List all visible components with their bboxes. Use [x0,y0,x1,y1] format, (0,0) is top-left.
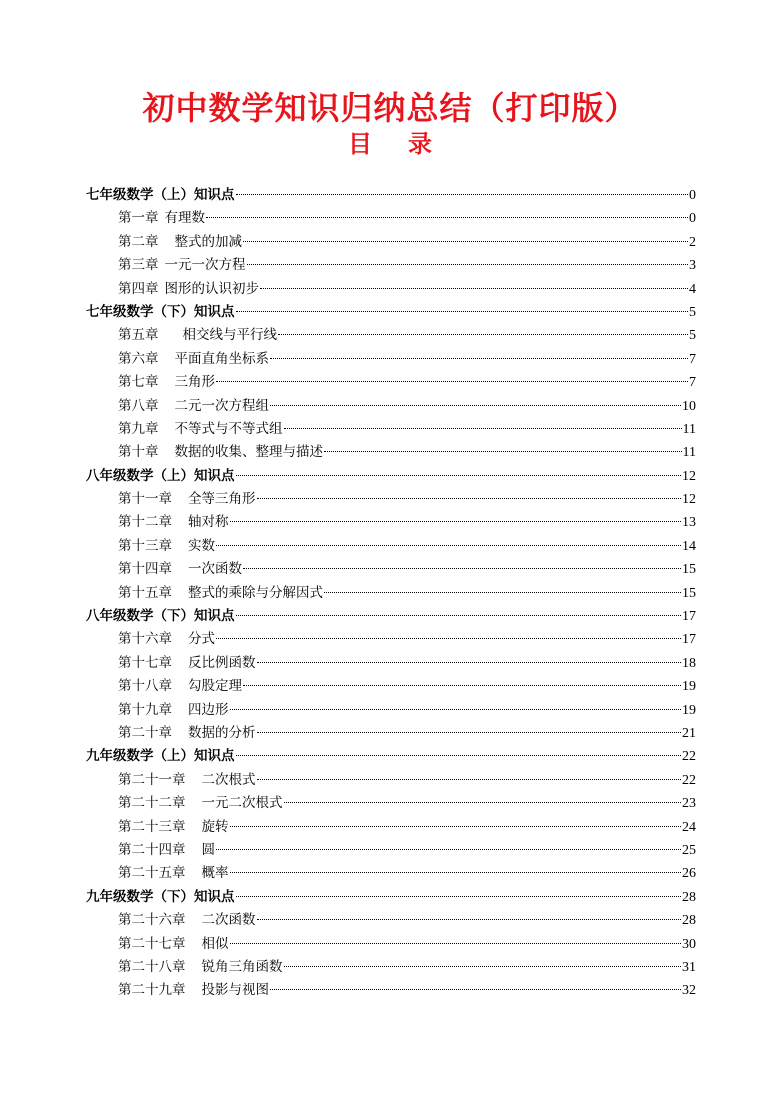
toc-dot-leader [270,989,681,990]
toc-chapter-number: 第一章 [118,210,159,227]
toc-chapter-number: 第十四章 [118,561,172,578]
toc-page-number: 32 [682,983,696,999]
toc-chapter-label: 数据的分析 [188,724,256,741]
toc-page-number: 15 [682,585,696,601]
toc-chapter-number: 第二十三章 [118,818,186,835]
toc-chapter-label: 四边形 [188,701,229,718]
toc-chapter-entry[interactable] [86,722,696,745]
toc-chapter-label: 三角形 [174,374,215,391]
toc-chapter-entry[interactable] [86,582,696,605]
toc-dot-leader [284,802,682,803]
toc-page-number: 10 [682,398,696,414]
toc-page-number: 23 [682,796,696,812]
toc-chapter-label: 平面直角坐标系 [174,350,269,367]
toc-section-label: 八年级数学（上）知识点 [86,467,235,484]
toc-section-label: 八年级数学（下）知识点 [86,608,235,625]
toc-page-number: 18 [682,655,696,671]
toc-chapter-label: 二次函数 [201,912,256,929]
toc-chapter-label: 相交线与平行线 [182,327,277,344]
toc-chapter-entry[interactable] [86,628,696,651]
toc-chapter-entry[interactable] [86,769,696,792]
toc-chapter-number: 第三章 [118,257,159,274]
toc-dot-leader [243,685,681,686]
toc-chapter-number: 第二十章 [118,724,172,741]
toc-chapter-number: 第八章 [118,397,159,414]
toc-page-number: 28 [682,889,696,905]
toc-page-number: 21 [682,725,696,741]
toc-dot-leader [216,638,681,639]
toc-chapter-entry[interactable] [86,395,696,418]
toc-page-number: 3 [689,258,696,274]
toc-section-entry[interactable] [86,465,696,488]
toc-page-number: 17 [682,609,696,625]
toc-chapter-number: 第七章 [118,374,159,391]
toc-dot-leader [324,592,681,593]
toc-page-number: 0 [689,211,696,227]
toc-chapter-entry[interactable] [86,371,696,394]
toc-chapter-entry[interactable] [86,535,696,558]
toc-chapter-entry[interactable] [86,324,696,347]
toc-dot-leader [257,779,682,780]
toc-chapter-entry[interactable] [86,699,696,722]
toc-chapter-number: 第九章 [118,420,159,437]
toc-chapter-number: 第十五章 [118,584,172,601]
toc-page-number: 5 [689,304,696,320]
toc-chapter-label: 有理数 [164,210,205,227]
toc-chapter-label: 圆 [201,841,215,858]
toc-dot-leader [236,896,682,897]
toc-page-number: 0 [689,188,696,203]
toc-chapter-number: 第六章 [118,350,159,367]
toc-dot-leader [247,264,689,265]
toc-chapter-number: 第四章 [118,280,159,297]
toc-page-number: 31 [682,959,696,975]
toc-page-number: 11 [682,445,696,461]
toc-chapter-label: 反比例函数 [188,654,256,671]
table-of-contents [86,184,696,1003]
toc-page-number: 19 [682,702,696,718]
toc-chapter-label: 数据的收集、整理与描述 [174,444,323,461]
toc-dot-leader [236,615,682,616]
toc-chapter-entry[interactable] [86,933,696,956]
toc-chapter-entry[interactable] [86,816,696,839]
toc-chapter-entry[interactable] [86,278,696,301]
toc-dot-leader [243,568,681,569]
toc-chapter-label: 勾股定理 [188,678,242,695]
toc-dot-leader [270,405,681,406]
toc-chapter-entry[interactable] [86,909,696,932]
toc-dot-leader [243,241,688,242]
toc-page-number: 12 [682,468,696,484]
toc-section-entry[interactable] [86,301,696,324]
toc-section-entry[interactable] [86,184,696,207]
toc-page-number: 30 [682,936,696,952]
toc-dot-leader [284,966,682,967]
toc-page-number: 11 [682,421,696,437]
toc-chapter-number: 第二十九章 [118,982,186,999]
toc-chapter-entry[interactable] [86,511,696,534]
toc-dot-leader [260,288,688,289]
toc-dot-leader [324,451,682,452]
toc-page-number: 5 [689,328,696,344]
toc-dot-leader [257,662,682,663]
toc-chapter-label: 旋转 [201,818,229,835]
toc-chapter-entry[interactable] [86,979,696,1002]
toc-chapter-label: 一次函数 [188,561,242,578]
toc-section-label: 九年级数学（上）知识点 [86,748,235,765]
toc-dot-leader [236,194,689,195]
toc-page-number: 12 [682,492,696,508]
document-title: 初中数学知识归纳总结（打印版） [142,89,638,127]
toc-chapter-label: 分式 [188,631,215,648]
toc-section-entry[interactable] [86,605,696,628]
toc-chapter-number: 第二十一章 [118,771,186,788]
toc-chapter-entry[interactable] [86,207,696,230]
toc-dot-leader [216,849,681,850]
toc-chapter-label: 整式的加减 [174,233,242,250]
toc-page-number: 19 [682,679,696,695]
toc-page-number: 7 [689,351,696,367]
toc-page-number: 25 [682,842,696,858]
toc-chapter-number: 第二十八章 [118,958,186,975]
toc-dot-leader [284,428,682,429]
toc-section-entry[interactable] [86,886,696,909]
toc-dot-leader [206,217,688,218]
toc-chapter-entry[interactable] [86,231,696,254]
toc-chapter-label: 一元一次方程 [164,257,246,274]
toc-page-number: 22 [682,772,696,788]
toc-page-number: 22 [682,749,696,765]
toc-chapter-entry[interactable] [86,488,696,511]
toc-chapter-number: 第二十二章 [118,795,186,812]
toc-dot-leader [216,545,681,546]
toc-chapter-label: 投影与视图 [201,982,269,999]
toc-dot-leader [236,755,682,756]
toc-chapter-entry[interactable] [86,792,696,815]
toc-chapter-number: 第二十五章 [118,865,186,882]
toc-chapter-entry[interactable] [86,418,696,441]
toc-chapter-label: 概率 [201,865,229,882]
toc-dot-leader [230,872,682,873]
toc-chapter-number: 第五章 [118,327,159,344]
toc-chapter-entry[interactable] [86,839,696,862]
toc-chapter-number: 第十六章 [118,631,172,648]
toc-chapter-number: 第十一章 [118,491,172,508]
toc-page-number: 7 [689,375,696,391]
toc-dot-leader [230,709,682,710]
toc-chapter-number: 第二十七章 [118,935,186,952]
toc-chapter-label: 相似 [201,935,229,952]
toc-chapter-entry[interactable] [86,862,696,885]
toc-chapter-label: 二次根式 [201,771,256,788]
toc-chapter-label: 整式的乘除与分解因式 [188,584,323,601]
toc-chapter-number: 第十八章 [118,678,172,695]
toc-dot-leader [236,475,682,476]
toc-page-number: 4 [689,281,696,297]
toc-chapter-entry[interactable] [86,956,696,979]
toc-page-number: 28 [682,913,696,929]
toc-section-label: 九年级数学（下）知识点 [86,888,235,905]
toc-dot-leader [257,732,682,733]
toc-chapter-entry[interactable] [86,348,696,371]
toc-chapter-entry[interactable] [86,675,696,698]
toc-chapter-entry[interactable] [86,254,696,277]
toc-chapter-number: 第十七章 [118,654,172,671]
toc-page-number: 14 [682,538,696,554]
toc-chapter-label: 实数 [188,537,215,554]
toc-chapter-number: 第二章 [118,233,159,250]
toc-chapter-label: 不等式与不等式组 [174,420,283,437]
toc-page-number: 17 [682,632,696,648]
toc-chapter-label: 二元一次方程组 [174,397,269,414]
toc-page-number: 15 [682,562,696,578]
toc-dot-leader [216,381,688,382]
toc-dot-leader [230,521,682,522]
toc-dot-leader [257,498,682,499]
toc-chapter-number: 第二十六章 [118,912,186,929]
toc-page-number: 26 [682,866,696,882]
toc-chapter-label: 一元二次根式 [201,795,283,812]
toc-chapter-number: 第十三章 [118,537,172,554]
toc-chapter-label: 锐角三角函数 [201,958,283,975]
toc-chapter-label: 全等三角形 [188,491,256,508]
toc-chapter-label: 图形的认识初步 [164,280,259,297]
toc-chapter-label: 轴对称 [188,514,229,531]
toc-chapter-number: 第十章 [118,444,159,461]
toc-dot-leader [257,919,682,920]
toc-dot-leader [230,943,682,944]
toc-section-entry[interactable] [86,745,696,768]
toc-page-number: 24 [682,819,696,835]
toc-page-number: 13 [682,515,696,531]
toc-chapter-entry[interactable] [86,558,696,581]
toc-chapter-entry[interactable] [86,441,696,464]
toc-page-number: 2 [689,234,696,250]
toc-section-label: 七年级数学（上）知识点 [86,187,235,203]
toc-chapter-number: 第二十四章 [118,841,186,858]
toc-dot-leader [236,311,689,312]
toc-dot-leader [270,358,688,359]
toc-chapter-number: 第十二章 [118,514,172,531]
toc-chapter-entry[interactable] [86,652,696,675]
toc-dot-leader [230,826,682,827]
toc-heading: 目录 [348,129,468,158]
toc-dot-leader [278,334,688,335]
toc-chapter-number: 第十九章 [118,701,172,718]
toc-section-label: 七年级数学（下）知识点 [86,303,235,320]
